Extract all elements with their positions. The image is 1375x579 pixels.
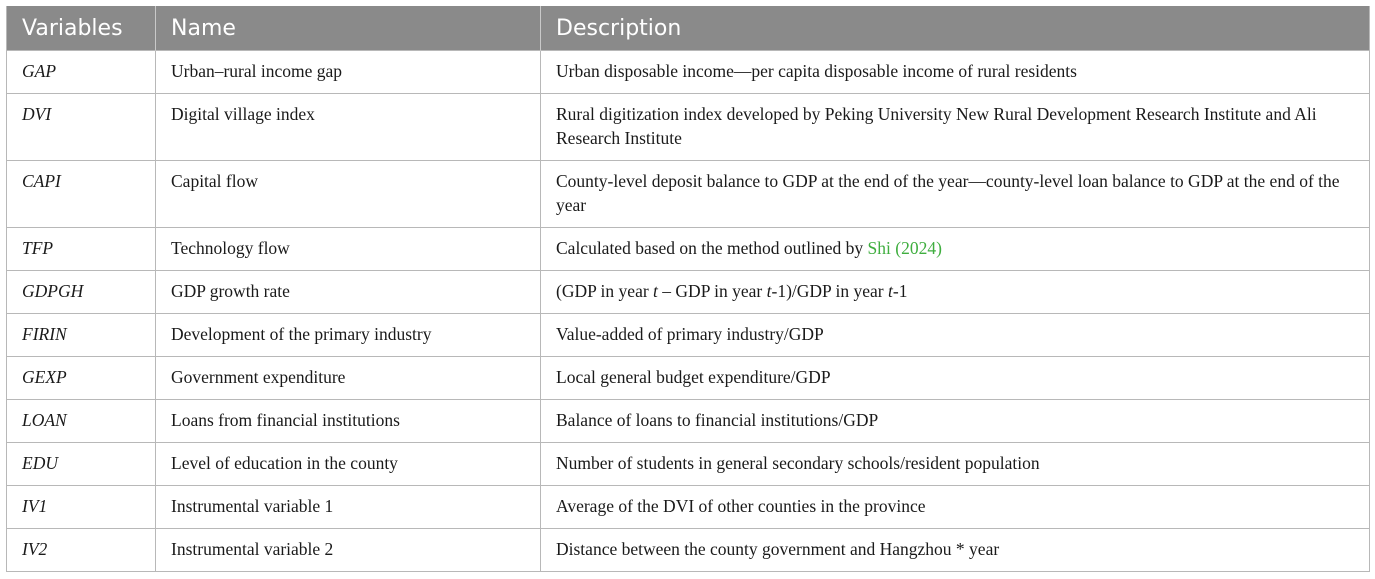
description-cell: Local general budget expenditure/GDP (541, 357, 1370, 400)
variable-cell: EDU (7, 443, 156, 486)
formula-text: – GDP in year (657, 281, 767, 301)
formula-text: -1)/GDP in year (771, 281, 888, 301)
variable-cell: TFP (7, 228, 156, 271)
name-cell: GDP growth rate (156, 271, 541, 314)
table-row (7, 314, 1370, 357)
description-cell: Balance of loans to financial institutions/GDP (541, 400, 1370, 443)
citation-link[interactable]: Shi (2024) (867, 238, 942, 258)
name-cell: Development of the primary industry (156, 314, 541, 357)
description-cell (541, 228, 1370, 271)
variable-cell: GEXP (7, 357, 156, 400)
variable-cell: FIRIN (7, 314, 156, 357)
variables-table (6, 6, 1370, 572)
description-cell: Average of the DVI of other counties in the province (541, 486, 1370, 529)
formula-text: -1 (892, 281, 908, 301)
name-cell: Instrumental variable 1 (156, 486, 541, 529)
header-name: Name (156, 6, 541, 51)
table-row (7, 271, 1370, 314)
table-row (7, 228, 1370, 271)
description-cell (541, 271, 1370, 314)
table-row (7, 94, 1370, 161)
name-cell: Instrumental variable 2 (156, 529, 541, 572)
table-row (7, 51, 1370, 94)
table-row (7, 400, 1370, 443)
description-cell: Distance between the county government and Hangzhou * year (541, 529, 1370, 572)
variable-cell: IV1 (7, 486, 156, 529)
variable-cell: GAP (7, 51, 156, 94)
description-cell: Number of students in general secondary schools/resident population (541, 443, 1370, 486)
table-row (7, 443, 1370, 486)
formula-var: t (653, 281, 658, 301)
name-cell: Government expenditure (156, 357, 541, 400)
table-row (7, 529, 1370, 572)
table-row (7, 486, 1370, 529)
description-cell: Rural digitization index developed by Peking University New Rural Development Research Institute and Ali Research Institute (541, 94, 1370, 161)
variable-cell: CAPI (7, 161, 156, 228)
formula-text: (GDP in year (556, 281, 654, 301)
name-cell: Level of education in the county (156, 443, 541, 486)
formula-var: t (888, 281, 893, 301)
name-cell: Capital flow (156, 161, 541, 228)
name-cell: Technology flow (156, 228, 541, 271)
header-description: Description (541, 6, 1370, 51)
table-row (7, 357, 1370, 400)
variable-cell: DVI (7, 94, 156, 161)
header-variables: Variables (7, 6, 156, 51)
table-row (7, 161, 1370, 228)
formula-var: t (766, 281, 772, 301)
description-cell: Urban disposable income—per capita disposable income of rural residents (541, 51, 1370, 94)
description-cell: County-level deposit balance to GDP at the end of the year—county-level loan balance to GDP at the end of the year (541, 161, 1370, 228)
variable-cell: LOAN (7, 400, 156, 443)
name-cell: Urban–rural income gap (156, 51, 541, 94)
name-cell: Digital village index (156, 94, 541, 161)
name-cell: Loans from financial institutions (156, 400, 541, 443)
description-text: Calculated based on the method outlined by (556, 238, 868, 258)
variable-cell: IV2 (7, 529, 156, 572)
description-cell: Value-added of primary industry/GDP (541, 314, 1370, 357)
header-row (7, 6, 1370, 51)
variable-cell: GDPGH (7, 271, 156, 314)
